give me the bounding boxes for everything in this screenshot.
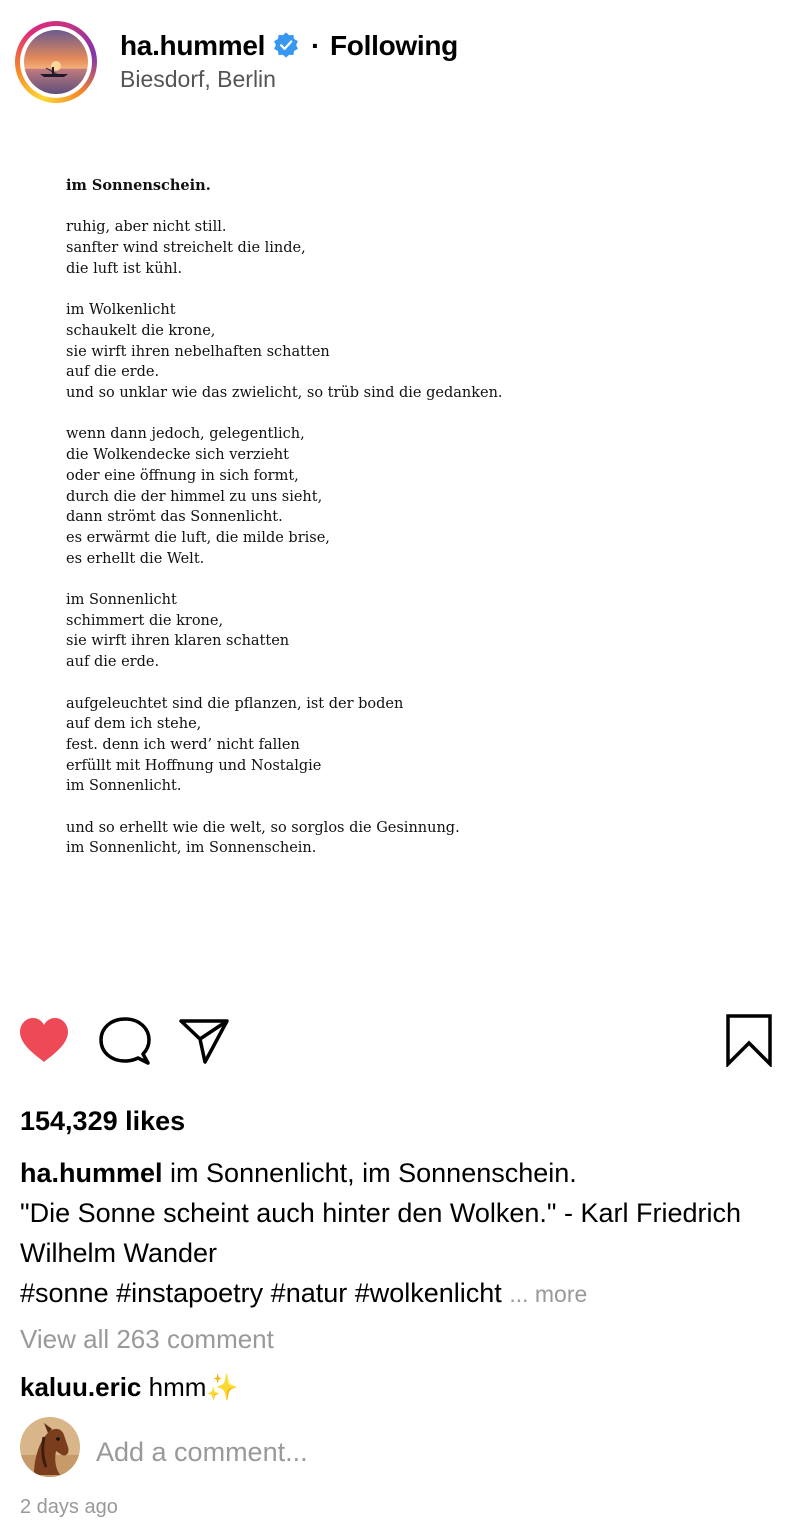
verified-badge-icon (272, 31, 300, 59)
following-button[interactable]: Following (330, 30, 458, 61)
poem-stanza (66, 300, 726, 404)
likes-count[interactable]: 154,329 likes (20, 1106, 186, 1136)
poem-line: sanfter wind streichelt die linde, (66, 240, 306, 257)
poem-line: und so erhellt wie die welt, so sorglos die Gesinnung. (66, 819, 460, 836)
caption-hashtags[interactable]: #sonne #instapoetry #natur #wolkenlicht (20, 1278, 502, 1308)
caption-more-link[interactable]: ... more (509, 1281, 588, 1307)
paper-plane-icon[interactable] (178, 1016, 230, 1064)
avatar-border (20, 26, 92, 98)
poem-body (66, 217, 726, 859)
heart-filled-icon[interactable] (18, 1016, 70, 1064)
caption-line-1: im Sonnenlicht, im Sonnenschein. (170, 1158, 577, 1188)
poem-line: durch die der himmel zu uns sieht, (66, 488, 323, 505)
post-caption (20, 1153, 780, 1314)
poem-line: die luft ist kühl. (66, 260, 183, 277)
poem-stanza (66, 590, 726, 673)
poem-line: die Wolkendecke sich verzieht (66, 447, 289, 464)
poem-line: im Wolkenlicht (66, 302, 176, 319)
user-avatar[interactable] (20, 1417, 80, 1477)
comment-text: hmm (148, 1372, 207, 1402)
comment-bubble-icon[interactable] (98, 1016, 152, 1066)
profile-avatar[interactable] (15, 21, 97, 103)
poem-line: sie wirft ihren nebelhaften schatten (66, 343, 330, 360)
poem-line: schimmert die krone, (66, 612, 224, 629)
poem-line: erfüllt mit Hoffnung und Nostalgie (66, 757, 322, 774)
poem-line: sie wirft ihren klaren schatten (66, 633, 290, 650)
caption-quote: "Die Sonne scheint auch hinter den Wolken." - Karl Friedrich Wilhelm Wander (20, 1198, 742, 1268)
poem-line: es erwärmt die luft, die milde brise, (66, 529, 330, 546)
post-username[interactable]: ha.hummel (120, 30, 266, 61)
poem-line: es erhellt die Welt. (66, 550, 205, 567)
separator-dot: · (311, 30, 321, 61)
poem-line: im Sonnenlicht. (66, 778, 182, 795)
poem-line: fest. denn ich werd’ nicht fallen (66, 736, 300, 753)
poem-line: aufgeleuchtet sind die pflanzen, ist der boden (66, 695, 404, 712)
poem-stanza (66, 217, 726, 279)
poem-line: und so unklar wie das zwielicht, so trüb sind die gedanken. (66, 385, 503, 401)
poem-line: auf die erde. (66, 364, 160, 381)
poem-line: auf dem ich stehe, (66, 716, 202, 733)
poem-stanza (66, 694, 726, 798)
poem-stanza (66, 818, 726, 859)
post-timestamp: 2 days ago (20, 1496, 118, 1518)
poem-line: im Sonnenlicht, im Sonnenschein. (66, 840, 317, 857)
post-location[interactable]: Biesdorf, Berlin (120, 66, 276, 92)
comment-item (20, 1372, 239, 1403)
add-comment-input[interactable] (96, 1437, 696, 1468)
poem-line: auf die erde. (66, 654, 160, 671)
poem-line: oder eine öffnung in sich formt, (66, 467, 299, 484)
poem-line: im Sonnenlicht (66, 592, 177, 608)
comment-username[interactable]: kaluu.eric (20, 1372, 142, 1402)
poem-title: im Sonnenschein. (66, 177, 211, 194)
avatar-image (24, 30, 88, 94)
poem-line: dann strömt das Sonnenlicht. (66, 509, 283, 526)
caption-username[interactable]: ha.hummel (20, 1158, 163, 1188)
post-image-poem (66, 176, 726, 880)
sparkles-icon: ✨ (206, 1372, 239, 1402)
poem-stanza (66, 424, 726, 569)
poem-line: wenn dann jedoch, gelegentlich, (66, 426, 305, 443)
view-all-comments-link[interactable]: View all 263 comment (20, 1324, 274, 1354)
bookmark-icon[interactable] (724, 1013, 774, 1067)
poem-line: ruhig, aber nicht still. (66, 219, 227, 236)
poem-line: schaukelt die krone, (66, 322, 216, 339)
